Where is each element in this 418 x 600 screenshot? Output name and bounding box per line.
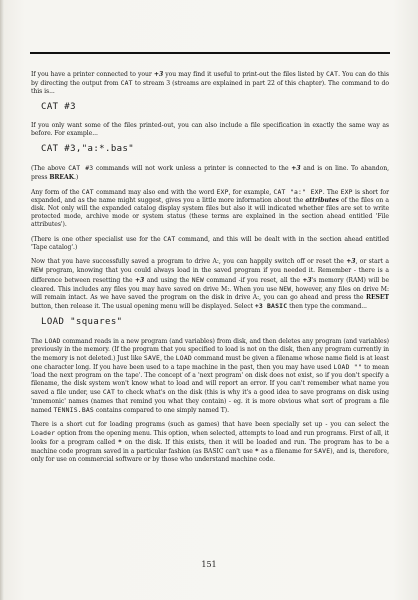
text: then type the command... — [287, 302, 367, 310]
code-example-cat3-bas: CAT #3,"a:*.bas" — [41, 144, 135, 155]
text: .) — [73, 173, 79, 181]
paragraph-file-spec: If you only want some of the files printed-out, you can also include a file specification in exactly the same way as before. For example... — [31, 122, 389, 138]
text: (The above — [31, 165, 69, 173]
menu-option-plus3-basic: +3 BASIC — [254, 301, 288, 310]
code-example-cat3: CAT #3 — [41, 102, 76, 113]
page-spine-shadow — [0, 0, 4, 600]
text: button, then release it. The usual opening menu will be displayed. Select — [31, 302, 255, 310]
text: command -if you reset, all the — [203, 276, 303, 284]
text: you may find it useful to print-out the files listed by — [163, 71, 326, 78]
text: and using the — [144, 276, 192, 284]
text: to mean 'load the next program on the tape'. The concept of a 'next program' on disk does not exist, so if you don't specify a filename, the disk system won't know what to load and will report an error. If you can't remember what name you saved a file under, use — [31, 364, 390, 397]
text: Now that you have successfully saved a program to drive A:, you can happily switch off or reset the — [31, 258, 347, 266]
paragraph-tape-catalog-note — [31, 235, 389, 252]
text: , however, any files on drive M: will remain intact. As we have saved the program on the disk in drive A:, you can go ahead and press the — [31, 285, 389, 301]
keyword-cat: CAT — [102, 388, 115, 397]
keyword-cat: CAT — [326, 70, 339, 78]
text: is short for expanded, and as the name might suggest, gives you a little more information about the — [31, 188, 389, 204]
menu-option-loader: Loader — [31, 428, 56, 437]
key-break: BREAK — [49, 173, 74, 181]
keyword-new: NEW — [279, 284, 292, 293]
keyword-exp: EXP — [216, 187, 229, 196]
text: command, and this will be dealt with in the section ahead entitled 'Tape catalog'.) — [31, 236, 389, 252]
keyword-load: LOAD — [44, 336, 61, 345]
header-rule — [30, 52, 390, 54]
text: to check what's on the disk (this is why it's a good idea to save programs on disk using 'mnemonic' names (names that remind you what they contain) - eg. it is more obvious what sort of program a file named — [31, 389, 389, 414]
text: command may also end with the word — [93, 188, 217, 196]
text: to stream 3 (streams are explained in part 22 of this chapter). The command to do this is... — [31, 80, 389, 96]
text: There is a short cut for loading programs (such as games) that have been specially set up - you can select the — [31, 420, 389, 428]
filename-star: * — [117, 437, 123, 446]
keyword-exp: EXP — [340, 187, 353, 196]
text: commands will not work unless a printer is connected to the — [93, 165, 292, 173]
keyword-save: SAVE — [143, 354, 161, 363]
paragraph-expanded-catalog — [31, 188, 389, 229]
text: contains compared to one simply named T). — [93, 406, 230, 414]
text: program, knowing that you could always load in the saved program if you needed it. Remember - there is a difference between resetting the — [31, 267, 389, 284]
text: ), and is, therefore, only for use on commercial software or by those who understand machine code. — [31, 448, 389, 464]
text: If you have a printer connected to your — [31, 71, 154, 78]
text: and is on line. To abandon, press — [31, 165, 389, 181]
keyword-save: SAVE — [314, 447, 331, 455]
text: , or start a — [355, 258, 390, 266]
keyword-cat: CAT — [120, 79, 133, 88]
plus3-term: +3 — [346, 258, 356, 266]
paragraph-printer-note — [31, 164, 389, 181]
page-number: 151 — [201, 560, 217, 569]
text: of the files on a disk. Not only will the expanded catalog display system files but also it will indicated whether files are set to write protected mode, archive mode or system status (these terms are explained in the section ahead entitled 'File attributes'). — [31, 196, 389, 229]
text: , for example, — [228, 188, 274, 196]
text: , the — [160, 355, 176, 363]
text: option from the opening menu. This option, when selected, attempts to load and run programs. First of all, it looks for a program called — [31, 429, 389, 446]
text: . The — [322, 188, 341, 196]
paragraph-loader — [31, 421, 389, 464]
text: command must be given a filename whose name field is at least one character long. If you have been used to a tape machine in the past, then you may have used — [31, 355, 389, 372]
page-content — [31, 70, 389, 470]
keyword-load: LOAD — [175, 354, 192, 363]
text: as a filename for — [258, 448, 315, 455]
term-attributes: attributes — [305, 196, 339, 204]
code-cat-exp: CAT "a:" EXP — [273, 187, 323, 196]
text: . You can do this by directing the output from — [31, 71, 389, 88]
plus3-term: +3 — [291, 165, 301, 173]
keyword-cat: CAT — [81, 187, 94, 196]
text: 's memory (RAM) will be cleared. This includes any files you may have saved on drive M:. When you use — [31, 276, 389, 293]
text: command reads in a new program (and variables) from disk, and then deletes any program (and variables) previously in the memory. (If the program that you specified to load is not on the disk, then any program currently in the memory is not deleted.) Just like — [31, 337, 389, 363]
text: The — [31, 337, 45, 345]
plus3-term: +3 — [153, 71, 164, 78]
text: Any form of the — [31, 188, 82, 196]
text: on the disk. If this exists, then it will be loaded and run. The program has to be a machine code program saved in a particular fashion (as BASIC can't use — [31, 438, 389, 455]
filename-star: * — [254, 447, 259, 455]
keyword-cat3: CAT #3 — [68, 164, 94, 173]
paragraph-print-catalog — [31, 70, 389, 96]
plus3-term: +3 — [135, 276, 145, 284]
keyword-new: NEW — [31, 266, 44, 275]
text: (There is one other specialist use for the — [31, 236, 164, 244]
filename-tennis: TENNIS.BAS — [53, 405, 94, 414]
keyword-cat: CAT — [163, 235, 176, 244]
paragraph-load-command — [31, 337, 389, 415]
keyword-new: NEW — [191, 275, 204, 284]
paragraph-reset — [31, 258, 389, 311]
key-reset: RESET — [365, 293, 389, 301]
plus3-term: +3 — [302, 276, 312, 284]
code-load-empty: LOAD "" — [333, 363, 362, 372]
code-example-load-squares: LOAD "squares" — [41, 316, 123, 327]
